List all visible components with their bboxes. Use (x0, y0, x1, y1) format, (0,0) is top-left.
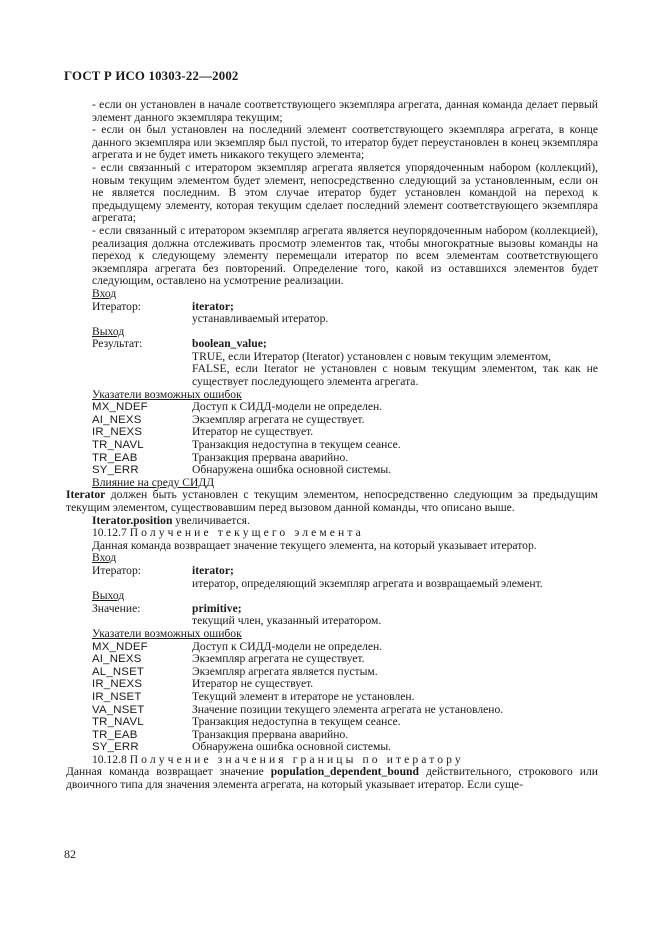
result-line-1: TRUE, если Итератор (Iterator) установлен с новым текущим элементом, (192, 349, 552, 363)
section-10-12-7-title (92, 527, 598, 540)
param-name: iterator; (192, 563, 234, 577)
error-row (92, 666, 598, 679)
error-text: Обнаружена ошибка основной системы. (192, 463, 392, 477)
input-heading: Вход (92, 551, 117, 565)
effect-paragraph (66, 489, 598, 514)
result-name: boolean_value; (192, 337, 267, 351)
error-text: Итератор не существует. (192, 677, 314, 691)
param-iterator (92, 301, 598, 314)
result-desc-2 (92, 363, 598, 388)
error-code: MX_NDEF (92, 401, 148, 414)
error-code: SY_ERR (92, 464, 139, 477)
param-iterator-desc (92, 578, 598, 591)
error-row (92, 691, 598, 704)
error-text: Итератор не существует. (192, 425, 314, 439)
param-iterator (92, 565, 598, 578)
effect-heading: Влияние на среду СИДД (92, 475, 215, 489)
effect-text: должен быть установлен с текущим элементом, непосредственно следующим за предыдущим текущим элементом, существовавшим перед вызовом данной команды, что описано выше. (66, 488, 598, 514)
error-code: TR_EAB (92, 451, 138, 464)
desc-part-a: Данная команда возвращает значение (66, 765, 271, 779)
section-number: 10.12.7 (92, 526, 127, 540)
error-row (92, 439, 598, 452)
error-text: Доступ к СИДД-модели не определен. (192, 639, 383, 653)
error-code: VA_NSET (92, 703, 145, 716)
error-code: MX_NDEF (92, 640, 148, 653)
error-code: TR_NAVL (92, 439, 144, 452)
result-line-2: FALSE, если Iterator не установлен с новым текущим элементом, так как не существует последующего элемента агрегата. (192, 362, 598, 389)
error-code: SY_ERR (92, 741, 139, 754)
intro-paragraph-3: - если связанный с итератором экземпляр агрегата является упорядоченным набором (коллекций), новым текущим элементом будет элемент, непосредственно следующий за установленным, если он не является последним. В этом случае итератор будет установлен командой на переход к предыдущему элементу, которая текущим сделает последний элемент соответствующего экземпляра агрегата; (92, 160, 598, 225)
standard-header: ГОСТ Р ИСО 10303-22—2002 (64, 69, 239, 83)
position-name: Iterator.position (92, 513, 173, 527)
error-code: AI_NEXS (92, 413, 142, 426)
section-title: Получение значения границы по итератору (129, 752, 464, 766)
error-row (92, 653, 598, 666)
result-row (92, 338, 598, 351)
error-text: Экземпляр агрегата не существует. (192, 412, 365, 426)
error-code: TR_NAVL (92, 716, 144, 729)
param-desc: итератор, определяющий экземпляр агрегата и возвращаемый элемент. (192, 576, 543, 590)
value-desc: текущий член, указанный итератором. (192, 614, 382, 628)
param-name: iterator; (192, 299, 234, 313)
param-desc: устанавливаемый итератор. (192, 312, 329, 326)
intro-paragraph-1: - если он установлен в начале соответствующего экземпляра агрегата, данная команда делает первый элемент данного экземпляра текущим; (92, 98, 598, 124)
error-code: AL_NSET (92, 665, 145, 678)
error-code: IR_NEXS (92, 678, 143, 691)
position-text: увеличивается. (172, 513, 250, 527)
param-key: Итератор: (92, 299, 141, 313)
errors-heading: Указатели возможных ошибок (92, 387, 242, 401)
error-text: Транзакция прервана аварийно. (192, 450, 349, 464)
error-code: IR_NEXS (92, 426, 143, 439)
value-key: Значение: (92, 601, 141, 615)
section-number: 10.12.8 (92, 752, 127, 766)
error-row (92, 414, 598, 427)
error-row (92, 464, 598, 477)
error-text: Транзакция недоступна в текущем сеансе. (192, 715, 401, 729)
section-10-12-8-desc (66, 766, 598, 791)
output-heading: Выход (92, 324, 125, 338)
desc-bound-name: population_dependent_bound (270, 765, 419, 779)
error-row (92, 401, 598, 414)
param-iterator-desc (92, 313, 598, 326)
section-10-12-7-desc: Данная команда возвращает значение текущего элемента, на который указывает итератор. (92, 538, 537, 552)
errors-heading: Указатели возможных ошибок (92, 626, 242, 640)
desc-part-c: действительного, строкового или двоичного типа для значения элемента агрегата, на который указывает итератор. Если суще- (66, 765, 598, 792)
error-row (92, 716, 598, 729)
error-text: Экземпляр агрегата не существует. (192, 652, 365, 666)
effect-iterator-name: Iterator (66, 488, 106, 502)
error-text: Значение позиции текущего элемента агрегата не установлено. (192, 702, 504, 716)
error-text: Экземпляр агрегата является пустым. (192, 664, 378, 678)
page-number: 82 (64, 847, 76, 861)
error-text: Транзакция недоступна в текущем сеансе. (192, 438, 401, 452)
page-body (66, 98, 598, 792)
error-text: Транзакция прервана аварийно. (192, 727, 349, 741)
error-text: Доступ к СИДД-модели не определен. (192, 400, 383, 414)
value-name: primitive; (192, 601, 242, 615)
input-heading: Вход (92, 286, 117, 300)
intro-paragraph-2: - если он был установлен на последний элемент соответствующего экземпляра агрегата, в конце данного экземпляра или экземпляр был пустой, то итератор будет переустановлен в конец экземпляра агрегата и не будет иметь никакого текущего элемента; (92, 123, 598, 162)
error-text: Обнаружена ошибка основной системы. (192, 740, 392, 754)
param-key: Итератор: (92, 563, 141, 577)
intro-paragraph-4: - если связанный с итератором экземпляр агрегата является неупорядоченным набором (коллекцией), реализация должна отслеживать просмотр элементов так, чтобы многократные вызовы команды на переход к следующему элементу перемещали итератор по всем элементам соответствующего экземпляра агрегата без повторений. Определение того, какой из оставшихся элементов будет следующим, оставлено на усмотрение реализации. (92, 223, 598, 288)
error-code: AI_NEXS (92, 653, 142, 666)
output-heading: Выход (92, 589, 125, 603)
error-code: IR_NSET (92, 690, 142, 703)
result-key: Результат: (92, 337, 143, 351)
error-text: Текущий элемент в итераторе не установлен. (192, 689, 415, 703)
error-code: TR_EAB (92, 728, 138, 741)
section-title: Получение текущего элемента (129, 526, 364, 540)
